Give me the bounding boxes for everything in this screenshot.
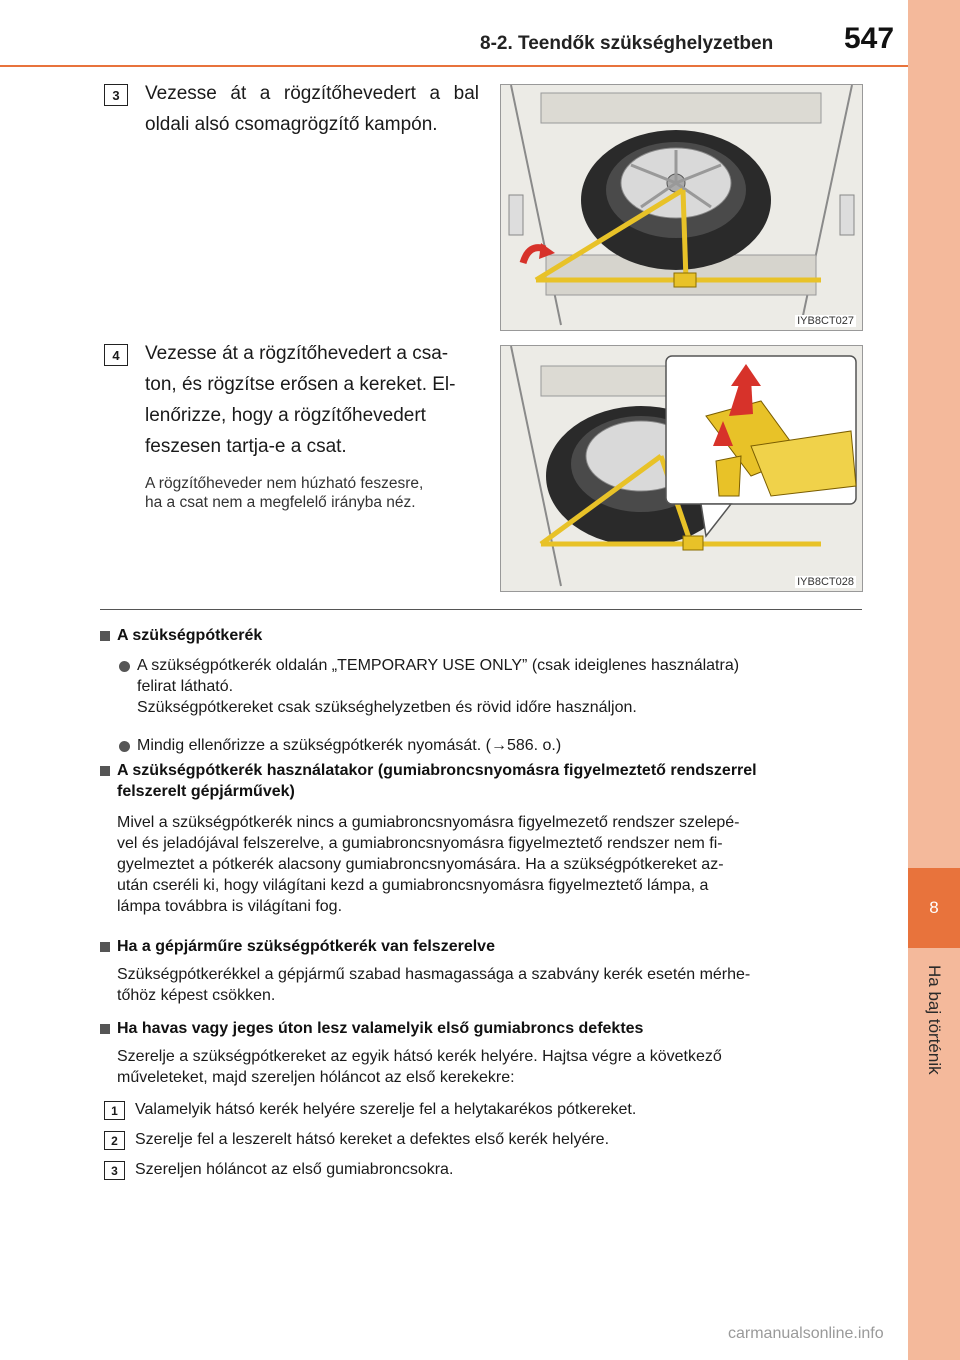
paragraph-line: tőhöz képest csökken. [117, 987, 276, 1004]
figure-step-3 [500, 84, 863, 331]
bullet-text [137, 655, 862, 718]
section-heading: Ha a gépjárműre szükségpótkerék van felszerelve [117, 938, 495, 955]
section-paragraph [117, 964, 862, 1006]
section-divider [100, 609, 862, 610]
step-4-line: feszesen tartja-e a csat. [145, 436, 347, 457]
paragraph-line: Szükségpótkerékkel a gépjármű szabad hasmagassága a szabvány kerék esetén mérhe- [117, 966, 751, 983]
heading-marker [100, 766, 110, 776]
paragraph-line: Szerelje a szükségpótkereket az egyik hátsó kerék helyére. Hajtsa végre a következő [117, 1048, 722, 1065]
paragraph-line: lámpa továbbra is világítani fog. [117, 898, 343, 915]
step-4-line: ton, és rögzítse erősen a kereket. El- [145, 374, 456, 395]
numbered-step-2-text: Szerelje fel a leszerelt hátsó kereket a defektes első kerék helyére. [135, 1131, 610, 1148]
paragraph-line: Mivel a szükségpótkerék nincs a gumiabroncsnyomásra figyelmezető rendszer szelepé- [117, 814, 740, 831]
bullet-line: A szükségpótkerék oldalán „TEMPORARY USE ONLY” (csak ideiglenes használatra) [137, 657, 740, 674]
section-heading [117, 760, 862, 802]
figure-label-3: IYB8CT027 [797, 315, 854, 327]
heading-marker [100, 631, 110, 641]
heading-marker [100, 1024, 110, 1034]
numbered-step-1-text: Valamelyik hátsó kerék helyére szerelje fel a helytakarékos pótkereket. [135, 1101, 637, 1118]
paragraph-line: vel és jeladójával felszerelve, a gumiabroncsnyomásra figyelmeztető rendszer nem fi- [117, 835, 723, 852]
chapter-number: 8 [908, 868, 960, 948]
watermark: carmanualsonline.info [728, 1325, 884, 1342]
paragraph-line: gyelmeztet a pótkerék alacsony gumiabroncsnyomására. Ha a szükségpótkereket az- [117, 856, 724, 873]
step-4-note [145, 474, 479, 512]
bullet-dot [119, 661, 130, 672]
heading-line: felszerelt gépjárművek) [117, 783, 295, 800]
bullet-dot [119, 741, 130, 752]
figure-step-4 [500, 345, 863, 592]
chapter-title: Ha baj történik [925, 965, 944, 1075]
paragraph-line: után cseréli ki, hogy világítani kezd a gumiabroncsnyomásra figyelmeztető lámpa, a [117, 877, 709, 894]
heading-marker [100, 942, 110, 952]
step-4-badge: 4 [104, 344, 128, 366]
step-4-line: Vezesse át a rögzítőhevedert a csa- [145, 343, 449, 364]
section-paragraph [117, 812, 862, 917]
section-paragraph [117, 1046, 862, 1088]
trunk-illustration-4 [501, 346, 862, 591]
step-3-text: Vezesse át a rögzítőhevedert a bal oldali alsó csomagrögzítő kampón. [145, 83, 479, 135]
page-number: 547 [844, 22, 895, 55]
header-rule [0, 65, 908, 67]
bullet-text [137, 735, 862, 756]
numbered-step-3-text: Szereljen hóláncot az első gumiabroncsokra. [135, 1161, 454, 1178]
bullet-line: Mindig ellenőrizze a szükségpótkerék nyomását. (→586. o.) [137, 737, 562, 754]
figure-label-4: IYB8CT028 [797, 576, 854, 588]
step-3-badge: 3 [104, 84, 128, 106]
numbered-step-2-badge: 2 [104, 1131, 125, 1150]
section-title: 8-2. Teendők szükséghelyzetben [480, 33, 774, 54]
step-4-text [145, 338, 479, 462]
numbered-step-3-badge: 3 [104, 1161, 125, 1180]
step-4-line: lenőrizze, hogy a rögzítőhevedert [145, 405, 426, 426]
section-heading: A szükségpótkerék [117, 627, 263, 644]
heading-line: A szükségpótkerék használatakor (gumiabroncsnyomásra figyelmeztető rendszerrel [117, 762, 757, 779]
bullet-line: Szükségpótkereket csak szükséghelyzetben és rövid időre használjon. [137, 699, 637, 716]
note-line: ha a csat nem a megfelelő irányba néz. [145, 494, 416, 511]
bullet-line: felirat látható. [137, 678, 234, 695]
section-heading: Ha havas vagy jeges úton lesz valamelyik első gumiabroncs defektes [117, 1020, 644, 1037]
paragraph-line: műveleteket, majd szereljen hóláncot az első kerekekre: [117, 1069, 515, 1086]
note-line: A rögzítőheveder nem húzható feszesre, [145, 475, 424, 492]
chapter-side-tab [908, 0, 960, 1360]
trunk-illustration-3 [501, 85, 862, 330]
numbered-step-1-badge: 1 [104, 1101, 125, 1120]
